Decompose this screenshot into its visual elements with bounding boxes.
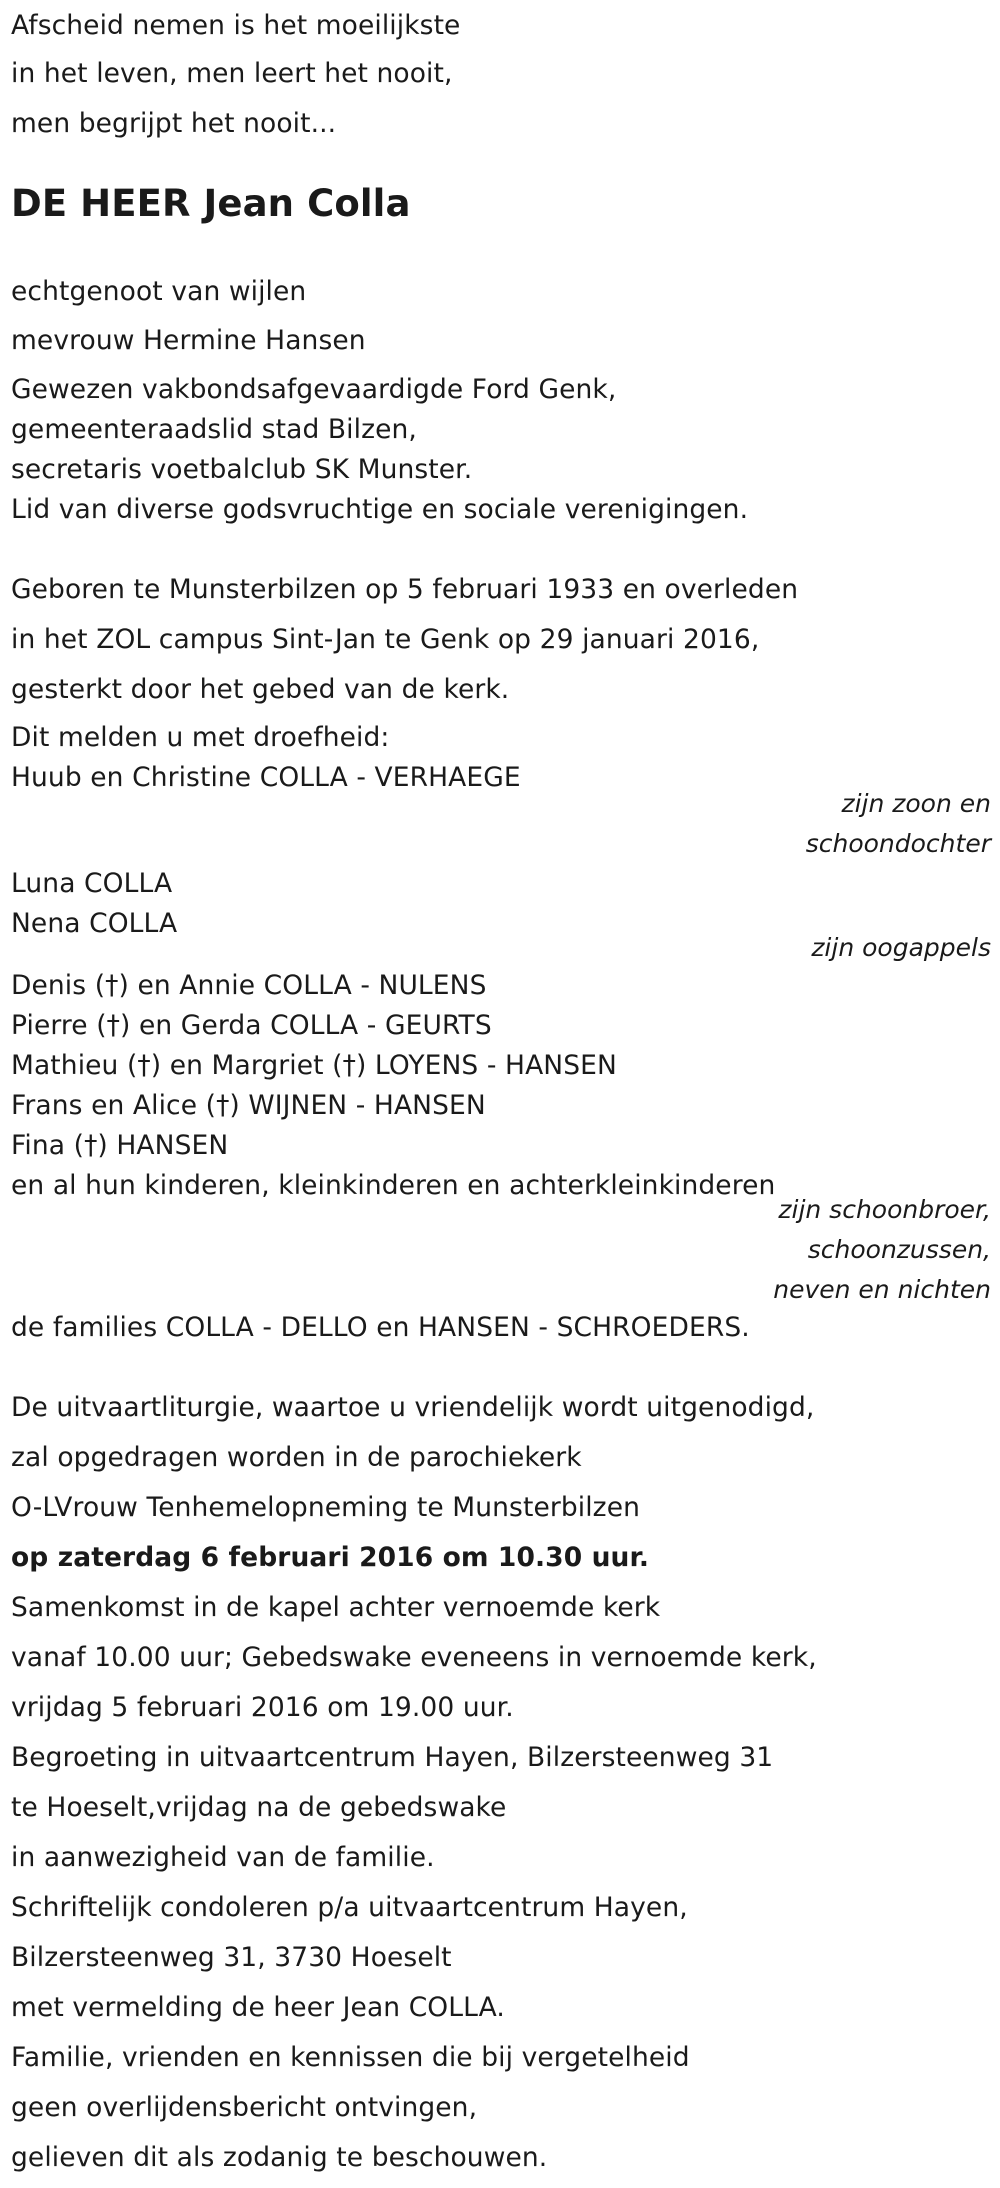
sibling-line: Mathieu (†) en Margriet (†) LOYENS - HANSEN	[11, 1050, 617, 1081]
quote-line: Afscheid nemen is het moeilijkste	[11, 10, 461, 41]
spouse-line: echtgenoot van wijlen	[11, 276, 307, 307]
detail-line: gelieven dit als zodanig te beschouwen.	[11, 2142, 548, 2173]
siblings-relation: schoonzussen,	[807, 1235, 991, 1264]
sibling-line: en al hun kinderen, kleinkinderen en achterkleinkinderen	[11, 1170, 776, 1201]
sibling-line: Denis (†) en Annie COLLA - NULENS	[11, 970, 487, 1001]
role-line: secretaris voetbalclub SK Munster.	[11, 454, 473, 485]
quote-line: in het leven, men leert het nooit,	[11, 58, 453, 89]
son-relation: schoondochter	[805, 829, 991, 858]
son-line: Huub en Christine COLLA - VERHAEGE	[11, 762, 521, 793]
detail-line: in aanwezigheid van de familie.	[11, 1842, 435, 1873]
siblings-relation: neven en nichten	[773, 1275, 991, 1304]
detail-line: geen overlijdensbericht ontvingen,	[11, 2092, 478, 2123]
birth-death-line: in het ZOL campus Sint-Jan te Genk op 29 januari 2016,	[11, 624, 760, 655]
birth-death-line: Geboren te Munsterbilzen op 5 februari 1933 en overleden	[11, 574, 799, 605]
birth-death-line: gesterkt door het gebed van de kerk.	[11, 674, 510, 705]
spouse-line: mevrouw Hermine Hansen	[11, 325, 366, 356]
siblings-relation: zijn schoonbroer,	[778, 1195, 991, 1224]
grandchildren-relation: zijn oogappels	[811, 933, 991, 962]
detail-line: Samenkomst in de kapel achter vernoemde kerk	[11, 1592, 661, 1623]
families-line: de families COLLA - DELLO en HANSEN - SCHROEDERS.	[11, 1312, 750, 1343]
detail-line: te Hoeselt,vrijdag na de gebedswake	[11, 1792, 507, 1823]
role-line: Gewezen vakbondsafgevaardigde Ford Genk,	[11, 374, 617, 405]
detail-line: Bilzersteenweg 31, 3730 Hoeselt	[11, 1942, 452, 1973]
grandchild-line: Nena COLLA	[11, 908, 178, 939]
quote-line: men begrijpt het nooit...	[11, 108, 337, 139]
detail-line: Familie, vrienden en kennissen die bij vergetelheid	[11, 2042, 690, 2073]
sibling-line: Fina (†) HANSEN	[11, 1130, 229, 1161]
funeral-line: O-LVrouw Tenhemelopneming te Munsterbilzen	[11, 1492, 640, 1523]
funeral-line: zal opgedragen worden in de parochiekerk	[11, 1442, 582, 1473]
sibling-line: Pierre (†) en Gerda COLLA - GEURTS	[11, 1010, 492, 1041]
sibling-line: Frans en Alice (†) WIJNEN - HANSEN	[11, 1090, 486, 1121]
detail-line: met vermelding de heer Jean COLLA.	[11, 1992, 505, 2023]
grandchild-line: Luna COLLA	[11, 868, 173, 899]
detail-line: vrijdag 5 februari 2016 om 19.00 uur.	[11, 1692, 514, 1723]
deceased-name-title: DE HEER Jean Colla	[11, 182, 411, 225]
detail-line: Schriftelijk condoleren p/a uitvaartcentrum Hayen,	[11, 1892, 688, 1923]
announcement-line: Dit melden u met droefheid:	[11, 722, 390, 753]
role-line: Lid van diverse godsvruchtige en sociale verenigingen.	[11, 494, 749, 525]
son-relation: zijn zoon en	[841, 789, 991, 818]
detail-line: Begroeting in uitvaartcentrum Hayen, Bilzersteenweg 31	[11, 1742, 774, 1773]
role-line: gemeenteraadslid stad Bilzen,	[11, 414, 417, 445]
funeral-date: op zaterdag 6 februari 2016 om 10.30 uur.	[11, 1542, 650, 1573]
detail-line: vanaf 10.00 uur; Gebedswake eveneens in vernoemde kerk,	[11, 1642, 817, 1673]
funeral-line: De uitvaartliturgie, waartoe u vriendelijk wordt uitgenodigd,	[11, 1392, 815, 1423]
